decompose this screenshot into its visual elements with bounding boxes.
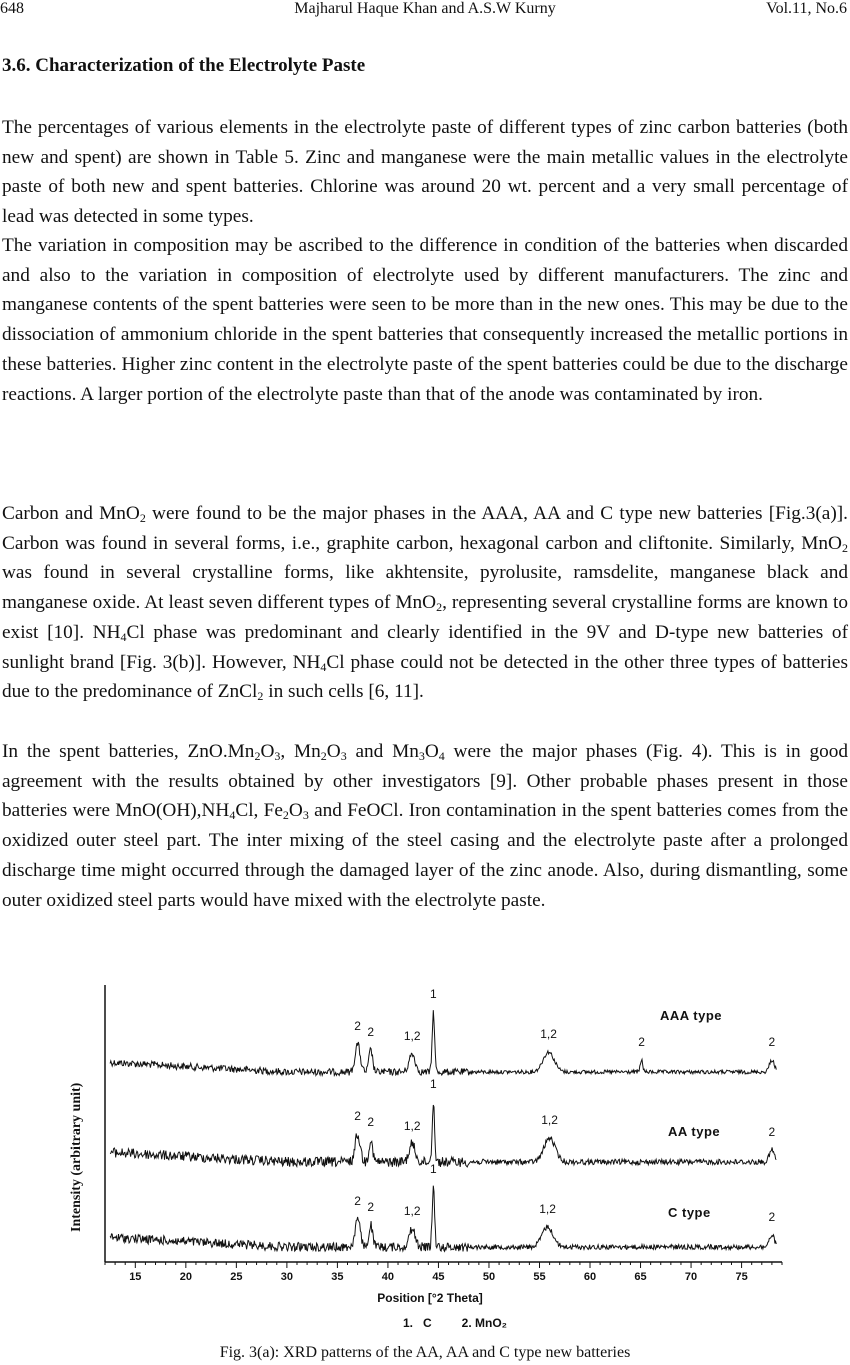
xrd-figure	[60, 982, 800, 1332]
x-axis-title: Position [°2 Theta]	[377, 1291, 483, 1305]
plot-area	[105, 985, 782, 1283]
series-label: AAA type	[660, 1008, 723, 1023]
x-tick-label: 20	[179, 1271, 192, 1283]
x-tick-label: 55	[533, 1271, 546, 1283]
peak-label: 2	[354, 1019, 361, 1033]
peak-label: 2	[367, 1200, 375, 1214]
peak-label: 1,2	[403, 1119, 421, 1133]
xrd-chart	[60, 982, 800, 1332]
section-heading: 3.6. Characterization of the Electrolyte Paste	[2, 55, 366, 76]
x-tick-label: 75	[735, 1271, 748, 1283]
x-tick-label: 70	[684, 1271, 698, 1283]
x-tick-label: 25	[230, 1271, 243, 1283]
y-axis-label: Intensity (arbitrary unit)	[69, 1082, 84, 1232]
figure-legend: 1. C 2. MnO₂	[402, 1316, 508, 1330]
series-label: C type	[668, 1205, 711, 1220]
running-authors: Majharul Haque Khan and A.S.W Kurny	[294, 0, 556, 17]
x-tick-label: 40	[381, 1271, 395, 1283]
running-header	[0, 0, 850, 22]
peak-label: 2	[354, 1109, 361, 1123]
peak-label: 2	[367, 1115, 375, 1129]
peak-label: 1,2	[540, 1027, 557, 1041]
peak-label: 1,2	[403, 1204, 421, 1218]
x-tick-label: 15	[129, 1271, 142, 1283]
peak-label: 2	[354, 1194, 361, 1208]
x-tick-label: 35	[331, 1271, 344, 1283]
volume-info: Vol.11, No.6	[766, 0, 847, 17]
x-tick-label: 50	[482, 1271, 496, 1283]
peak-label: 2	[768, 1035, 776, 1049]
x-tick-label: 65	[634, 1271, 647, 1283]
paragraph-new-batteries: Carbon and MnO$_2$ were found to be the major phases in the AAA, AA and C type new batteries [Fig.3(a)]. Carbon was found in several forms, i.e., graphite carbon, hexagonal carbon and cliftonite. Similarly, MnO$_2$ was found in several crystalline forms, like akhtensite, pyrolusite, ramsdelite, manganese black and manganese oxide. At least seven different types of MnO$_2$, representing several crystalline forms are known to exist [10]. $NH_4Cl$ phase was predominant and clearly identified in the 9V and D-type new batteries of sunlight brand [Fig. 3(b)]. However, $NH_4Cl$ phase could not be detected in the other three types of batteries due to the predominance of ZnCl$_2$ in such cells [6, 11].	[2, 503, 848, 704]
x-tick-label: 30	[280, 1271, 294, 1283]
paragraph-composition: The variation in composition may be ascribed to the difference in condition of the batteries when discarded and also to the variation in composition of electrolyte used by different manufacturers. The zinc and manganese contents of the spent batteries were seen to be more than in the new ones. This may be due to the dissociation of ammonium chloride in the spent batteries that consequently increased the metallic portions in these batteries. Higher zinc content in the electrolyte paste of the spent batteries could be due to the discharge reactions. A larger portion of the electrolyte paste than that of the anode was contaminated by iron.	[2, 235, 848, 405]
page-number: 648	[0, 0, 24, 17]
peak-label: 2	[638, 1035, 645, 1049]
peak-label: 1,2	[403, 1029, 421, 1043]
paragraph-elements: The percentages of various elements in the electrolyte paste of different types of zinc carbon batteries (both new and spent) are shown in Table 5. Zinc and manganese were the main metallic values in the electrolyte paste of both new and spent batteries. Chlorine was around 20 wt. percent and a very small percentage of lead was detected in some types.	[2, 117, 848, 228]
peak-label: 1	[430, 987, 437, 1001]
peak-label: 1,2	[539, 1202, 556, 1216]
peak-label: 1	[430, 1077, 437, 1091]
paragraph-spent-batteries: In the spent batteries, $ZnO.Mn_2O_3$, $Mn_2O_3$ and $Mn_3O_4$ were the major phases (Fig. 4). This is in good agreement with the results obtained by other investigators [9]. Other probable phases present in those batteries were $MnO(OH),NH_4Cl$, $Fe_2O_3$ and FeOCl. Iron contamination in the spent batteries comes from the oxidized outer steel part. The inter mixing of the steel casing and the electrolyte paste after a prolonged discharge time might occurred through the damaged layer of the zinc anode. Also, during dismantling, some outer oxidized steel parts would have mixed with the electrolyte paste.	[2, 741, 849, 911]
peak-label: 2	[768, 1125, 776, 1139]
peak-label: 1	[430, 1162, 437, 1176]
peak-label: 2	[367, 1025, 375, 1039]
series-label: AA type	[668, 1124, 721, 1139]
peak-label: 2	[768, 1210, 776, 1224]
x-tick-label: 60	[583, 1271, 597, 1283]
peak-label: 1,2	[541, 1113, 558, 1127]
x-tick-label: 45	[432, 1271, 445, 1283]
figure-caption: Fig. 3(a): XRD patterns of the AA, AA and C type new batteries	[219, 1344, 631, 1361]
